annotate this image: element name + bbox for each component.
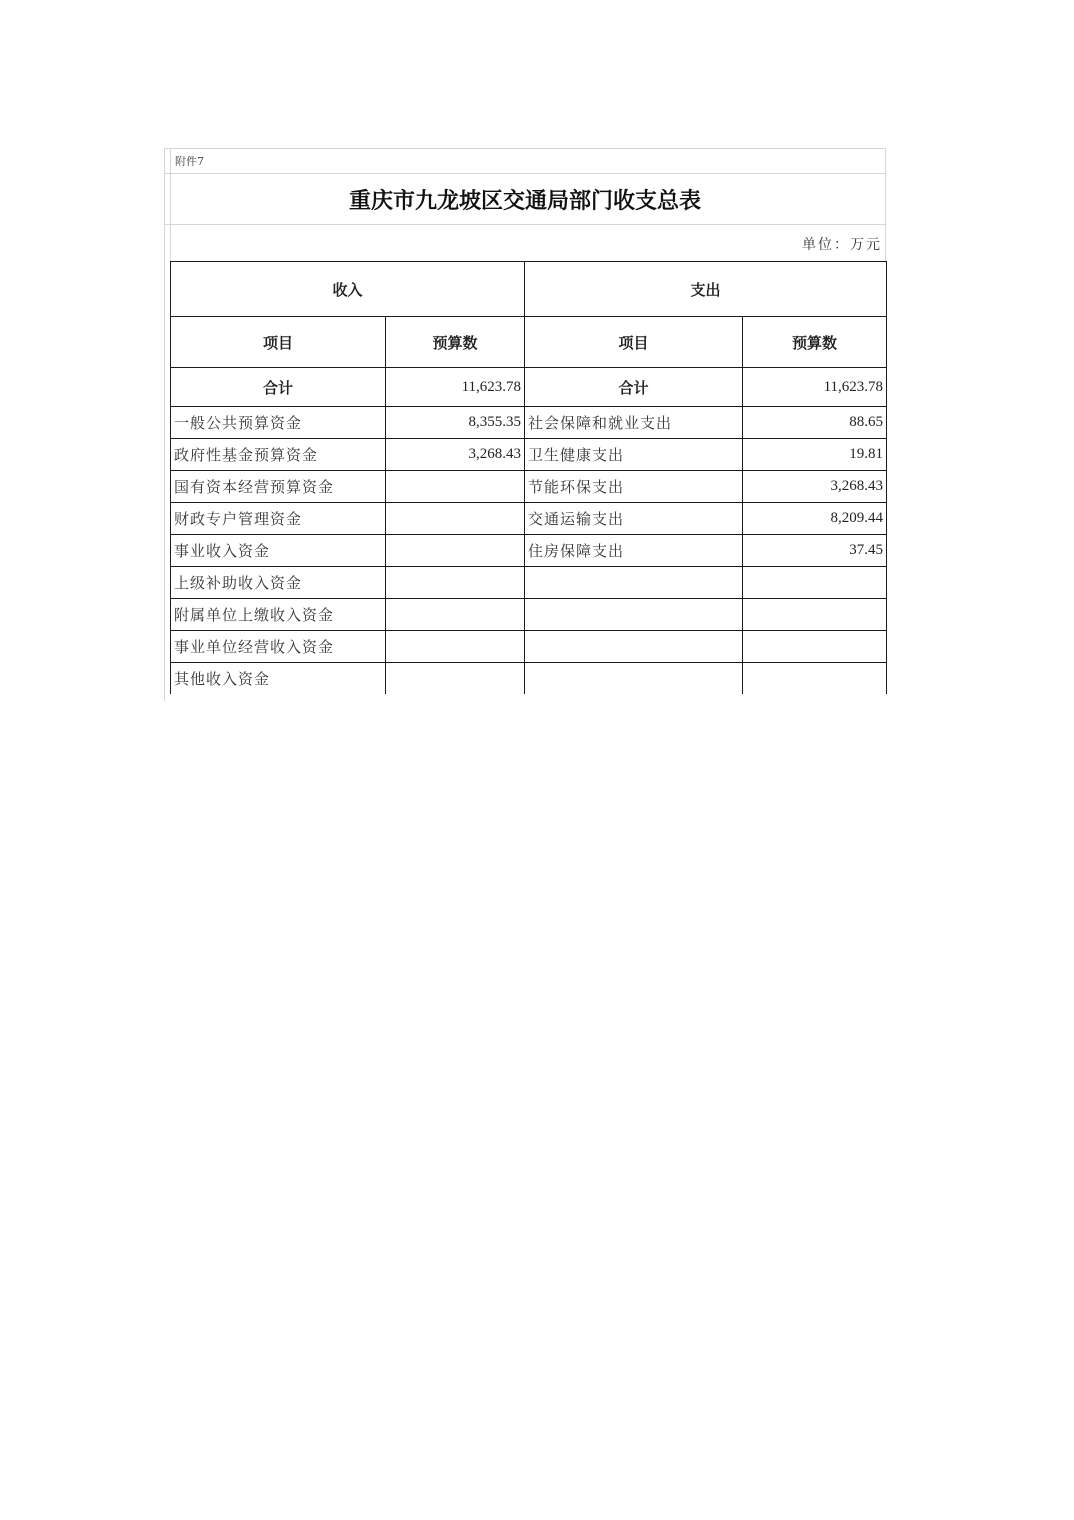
income-value-cell — [386, 599, 525, 631]
income-total-label: 合计 — [171, 368, 386, 407]
table-row — [171, 631, 887, 663]
income-total-value: 11,623.78 — [386, 368, 525, 407]
group-header-row — [171, 262, 887, 317]
income-item-cell: 上级补助收入资金 — [171, 567, 386, 599]
expense-group-header: 支出 — [525, 262, 887, 317]
budget-table — [170, 261, 887, 694]
expense-value-cell: 37.45 — [743, 535, 887, 567]
expense-value-cell — [743, 631, 887, 663]
table-row — [171, 407, 887, 439]
expense-value-cell — [743, 567, 887, 599]
income-item-cell: 附属单位上缴收入资金 — [171, 599, 386, 631]
income-item-cell: 国有资本经营预算资金 — [171, 471, 386, 503]
income-value-cell — [386, 471, 525, 503]
attachment-label: 附件7 — [175, 155, 204, 168]
income-item-header: 项目 — [171, 317, 386, 368]
gridline — [164, 148, 886, 149]
unit-label: 单位：万元 — [802, 237, 882, 253]
total-row — [171, 368, 887, 407]
table-row — [171, 663, 887, 695]
expense-item-cell: 交通运输支出 — [525, 503, 743, 535]
gridline — [164, 173, 886, 174]
income-value-cell — [386, 567, 525, 599]
expense-value-cell — [743, 599, 887, 631]
income-item-cell: 事业单位经营收入资金 — [171, 631, 386, 663]
expense-item-cell: 社会保障和就业支出 — [525, 407, 743, 439]
gridline — [164, 224, 886, 225]
expense-total-value: 11,623.78 — [743, 368, 887, 407]
income-item-cell: 政府性基金预算资金 — [171, 439, 386, 471]
table-row — [171, 535, 887, 567]
expense-item-cell — [525, 631, 743, 663]
table-row — [171, 439, 887, 471]
expense-item-cell: 卫生健康支出 — [525, 439, 743, 471]
income-item-cell: 其他收入资金 — [171, 663, 386, 695]
column-header-row — [171, 317, 887, 368]
expense-budget-header: 预算数 — [743, 317, 887, 368]
income-group-header: 收入 — [171, 262, 525, 317]
expense-value-cell: 8,209.44 — [743, 503, 887, 535]
expense-item-cell — [525, 663, 743, 695]
expense-item-cell: 节能环保支出 — [525, 471, 743, 503]
table-row — [171, 567, 887, 599]
expense-item-cell — [525, 567, 743, 599]
expense-item-cell — [525, 599, 743, 631]
expense-total-label: 合计 — [525, 368, 743, 407]
income-value-cell — [386, 535, 525, 567]
income-value-cell: 3,268.43 — [386, 439, 525, 471]
expense-item-cell: 住房保障支出 — [525, 535, 743, 567]
expense-value-cell — [743, 663, 887, 695]
income-item-cell: 事业收入资金 — [171, 535, 386, 567]
gridline — [164, 148, 165, 701]
expense-value-cell: 19.81 — [743, 439, 887, 471]
table-row — [171, 599, 887, 631]
income-value-cell — [386, 503, 525, 535]
income-value-cell — [386, 663, 525, 695]
income-item-cell: 财政专户管理资金 — [171, 503, 386, 535]
table-row — [171, 471, 887, 503]
document-title: 重庆市九龙坡区交通局部门收支总表 — [348, 188, 701, 214]
income-budget-header: 预算数 — [386, 317, 525, 368]
expense-value-cell: 88.65 — [743, 407, 887, 439]
expense-item-header: 项目 — [525, 317, 743, 368]
expense-value-cell: 3,268.43 — [743, 471, 887, 503]
spreadsheet-page — [164, 148, 886, 701]
income-item-cell: 一般公共预算资金 — [171, 407, 386, 439]
income-value-cell: 8,355.35 — [386, 407, 525, 439]
table-row — [171, 503, 887, 535]
income-value-cell — [386, 631, 525, 663]
